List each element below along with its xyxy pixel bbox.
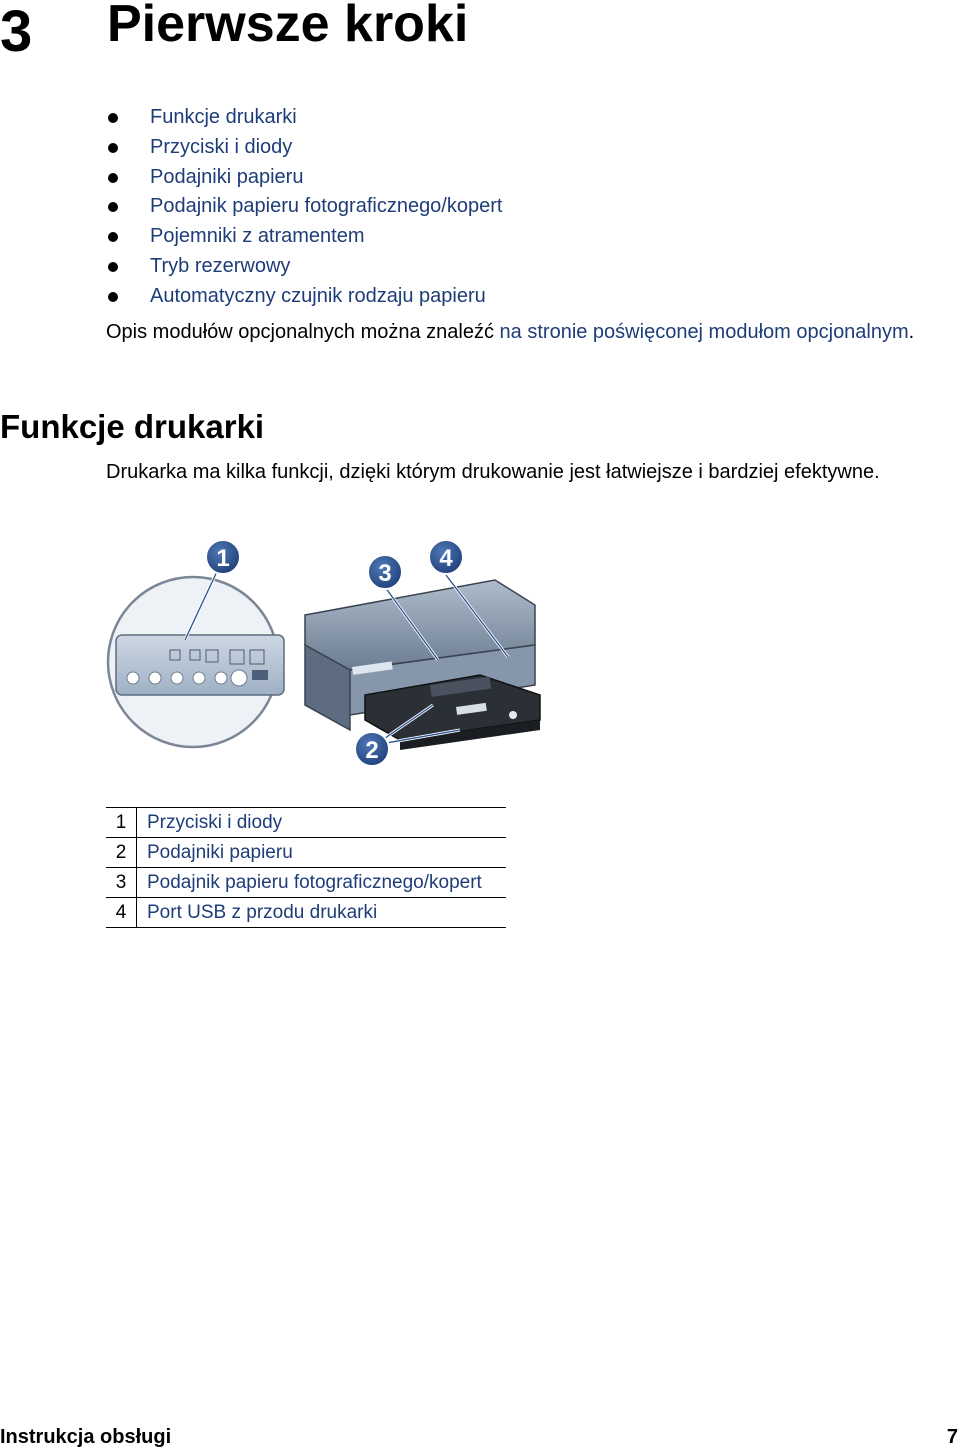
callout-1 <box>206 540 240 574</box>
table-row <box>106 838 506 868</box>
printer-figure <box>100 535 550 775</box>
bullet-icon <box>108 143 118 153</box>
toc-link-reserve-mode[interactable]: Tryb rezerwowy <box>150 254 291 277</box>
bullet-icon <box>108 202 118 212</box>
legend-label[interactable]: Port USB z przodu drukarki <box>137 898 507 928</box>
table-row <box>106 898 506 928</box>
callout-1-label: 1 <box>216 545 230 572</box>
section-title: Funkcje drukarki <box>0 408 265 445</box>
toc-item <box>106 192 502 222</box>
section-paragraph: Drukarka ma kilka funkcji, dzięki którym drukowanie jest łatwiejsze i bardziej efektywne. <box>106 461 880 483</box>
callout-3-label: 3 <box>378 560 392 587</box>
legend-number: 3 <box>106 868 137 898</box>
optional-accessories-link[interactable]: na stronie poświęconej modułom opcjonalnym <box>499 321 909 343</box>
printer-illustration <box>305 580 540 750</box>
legend-label[interactable]: Podajniki papieru <box>137 838 507 868</box>
figure-legend-table <box>106 807 506 928</box>
footer-document-title: Instrukcja obsługi <box>0 1426 172 1448</box>
toc-link-paper-type-sensor[interactable]: Automatyczny czujnik rodzaju papieru <box>150 284 486 307</box>
bullet-icon <box>108 173 118 183</box>
toc-link-printer-features[interactable]: Funkcje drukarki <box>150 106 297 128</box>
intro-text: Opis modułów opcjonalnych można znaleźć <box>106 321 500 343</box>
bullet-icon <box>108 232 118 242</box>
control-panel-zoom <box>108 577 284 747</box>
toc-link-paper-trays[interactable]: Podajniki papieru <box>150 165 304 188</box>
intro-text-end: . <box>908 321 915 343</box>
legend-label[interactable]: Przyciski i diody <box>137 808 507 838</box>
callout-2-label: 2 <box>365 737 379 764</box>
toc-link-buttons-and-lights[interactable]: Przyciski i diody <box>150 135 293 158</box>
bullet-icon <box>108 262 118 272</box>
intro-paragraph <box>106 318 926 346</box>
toc-link-photo-envelope-feeder[interactable]: Podajnik papieru fotograficznego/kopert <box>150 195 503 218</box>
legend-number: 4 <box>106 898 137 928</box>
toc-link-ink-cartridges[interactable]: Pojemniki z atramentem <box>150 225 365 248</box>
toc-item <box>106 163 502 193</box>
callout-4-label: 4 <box>439 545 453 572</box>
toc-item <box>106 252 502 282</box>
legend-label[interactable]: Podajnik papieru fotograficznego/kopert <box>137 868 507 898</box>
toc-item <box>106 282 502 312</box>
table-row <box>106 868 506 898</box>
footer-page-number: 7 <box>946 1426 958 1448</box>
toc-item <box>106 133 502 163</box>
bullet-icon <box>108 113 118 123</box>
chapter-number: 3 <box>0 0 33 64</box>
legend-number: 2 <box>106 838 137 868</box>
callout-2 <box>355 732 389 766</box>
callout-4 <box>429 540 463 574</box>
legend-number: 1 <box>106 808 137 838</box>
toc-item <box>106 103 502 133</box>
table-row <box>106 808 506 838</box>
chapter-title: Pierwsze kroki <box>107 0 469 53</box>
bullet-icon <box>108 292 118 302</box>
toc-item <box>106 222 502 252</box>
callout-3 <box>368 555 402 589</box>
chapter-toc-list <box>106 103 502 312</box>
